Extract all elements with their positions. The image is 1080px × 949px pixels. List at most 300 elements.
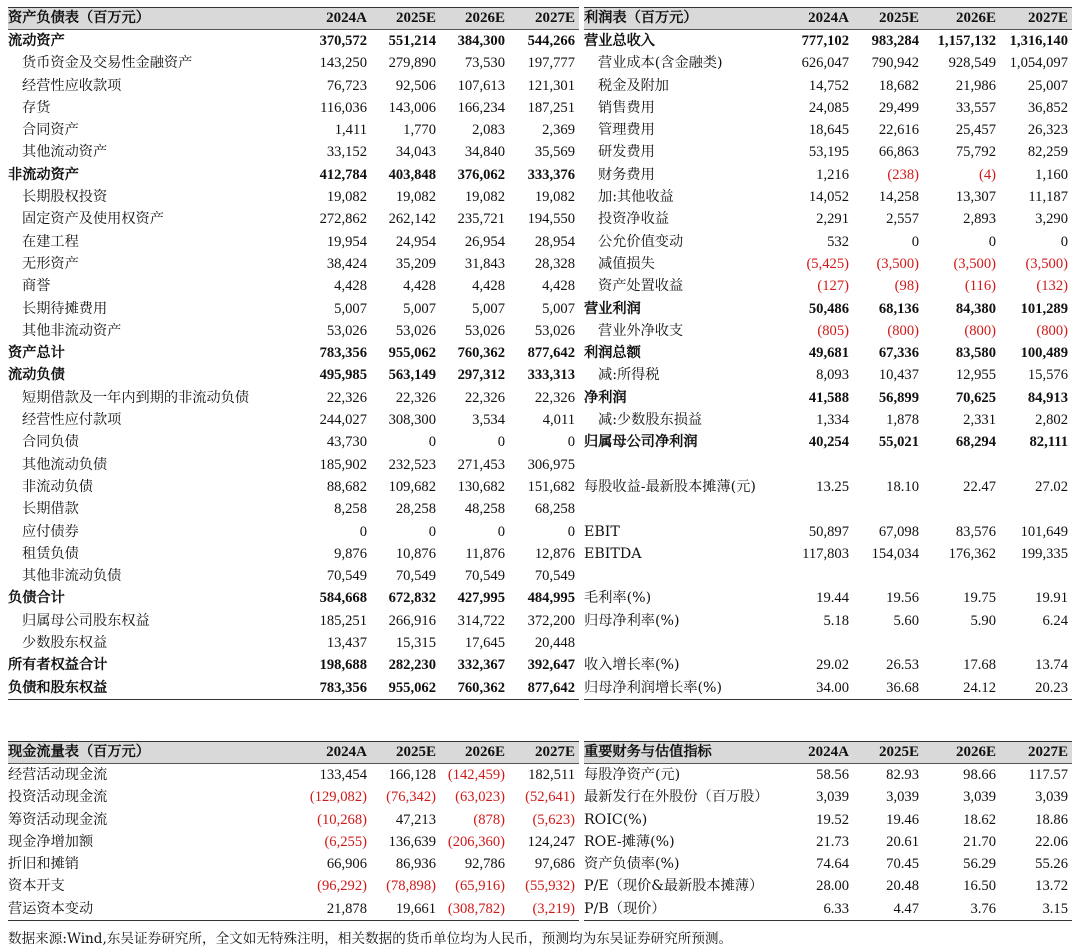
table-row <box>584 476 1072 498</box>
row-value: 47,213 <box>395 811 436 828</box>
row-value: 75,792 <box>955 144 996 161</box>
row-value: (52,641) <box>525 789 575 806</box>
table-row <box>584 898 1072 921</box>
table-row <box>584 364 1072 386</box>
row-label <box>584 498 789 520</box>
row-value: 1,054,097 <box>1009 55 1068 72</box>
row-value: 70.45 <box>886 856 919 873</box>
row-label: 其他非流动负债 <box>22 568 122 585</box>
row-value: 333,313 <box>527 367 575 384</box>
row-value: 0 <box>428 434 436 451</box>
row-value: 484,995 <box>527 590 575 607</box>
row-value: 5.90 <box>970 612 996 629</box>
row-label: 收入增长率(%) <box>584 657 680 674</box>
row-value: 0 <box>567 434 575 451</box>
table-row <box>584 654 1072 676</box>
row-value: 19,954 <box>326 233 367 250</box>
row-value: 84,380 <box>955 300 996 317</box>
table-row <box>584 875 1072 897</box>
row-label: 归母净利润增长率(%) <box>584 677 789 700</box>
row-value: 18,645 <box>808 122 849 139</box>
row-value: (3,219) <box>509 898 579 921</box>
row-label: 营业利润 <box>584 300 641 317</box>
row-value <box>853 498 923 520</box>
table-row <box>584 387 1072 409</box>
row-label <box>584 632 789 654</box>
row-value: 544,266 <box>527 33 575 49</box>
key-metrics-table <box>584 741 1072 921</box>
row-value: 1,316,140 <box>1009 33 1068 49</box>
row-value: (142,459) <box>447 767 505 783</box>
row-value: 40,254 <box>808 434 849 451</box>
table-row <box>584 587 1072 609</box>
row-label: 归属母公司净利润 <box>584 434 698 451</box>
key-metrics-panel <box>584 741 1072 921</box>
table-row <box>584 632 1072 654</box>
table-title: 重要财务与估值指标 <box>584 742 789 764</box>
table-row <box>8 298 579 320</box>
row-value: 235,721 <box>457 211 505 228</box>
table-row <box>584 764 1072 787</box>
row-value: 133,454 <box>319 767 367 783</box>
row-value: 4,428 <box>403 278 436 295</box>
row-value: 282,230 <box>388 657 436 674</box>
row-value: 21.73 <box>816 833 849 850</box>
row-value: 18.62 <box>963 811 996 828</box>
row-value: 67,098 <box>878 523 919 540</box>
table-row <box>8 275 579 297</box>
table-row <box>584 141 1072 163</box>
income-statement-table <box>584 7 1072 700</box>
table-row <box>8 30 579 53</box>
row-value: 12,955 <box>955 367 996 384</box>
row-value: 19,082 <box>395 189 436 206</box>
row-label: P/E（现价&最新股本摊薄） <box>584 878 764 895</box>
row-value: 35,209 <box>395 255 436 272</box>
row-value: (805) <box>817 322 849 339</box>
row-value: 22.06 <box>1035 833 1068 850</box>
row-value: 35,569 <box>534 144 575 161</box>
row-value: 370,572 <box>319 33 367 49</box>
row-value: 154,034 <box>871 545 919 562</box>
row-value: 101,289 <box>1020 300 1068 317</box>
row-value: 82,259 <box>1027 144 1068 161</box>
year-header: 2025E <box>371 8 440 30</box>
row-value: 53,195 <box>808 144 849 161</box>
row-value: 28.00 <box>816 878 849 895</box>
row-value: 34.00 <box>789 677 853 700</box>
row-label: EBIT <box>584 523 620 540</box>
row-value: 563,149 <box>388 367 436 384</box>
row-label: 投资净收益 <box>598 211 669 228</box>
row-value: (127) <box>817 278 849 295</box>
table-row <box>8 565 579 587</box>
row-label: P/B（现价） <box>584 898 789 921</box>
row-value: (238) <box>887 166 919 183</box>
row-value: 28,328 <box>534 255 575 272</box>
row-value <box>789 454 853 476</box>
row-value: 4,428 <box>542 278 575 295</box>
row-value: (65,916) <box>455 878 505 895</box>
table-row <box>8 521 579 543</box>
row-value: 22,326 <box>534 389 575 406</box>
row-label: 折旧和摊销 <box>8 856 79 873</box>
row-label: 加:其他收益 <box>598 189 674 206</box>
row-value: 124,247 <box>527 833 575 850</box>
row-value: 19,661 <box>371 898 440 921</box>
table-row <box>584 454 1072 476</box>
row-value <box>853 565 923 587</box>
row-value: 33,557 <box>955 99 996 116</box>
row-value: 24,085 <box>808 99 849 116</box>
row-value: 19.46 <box>886 811 919 828</box>
row-label: 少数股东权益 <box>22 635 108 652</box>
row-value: 955,062 <box>371 677 440 700</box>
row-value: 28,258 <box>395 501 436 518</box>
row-value: 19,082 <box>326 189 367 206</box>
row-value: 6.33 <box>789 898 853 921</box>
row-value: 66,906 <box>326 856 367 873</box>
row-value: 790,942 <box>871 55 919 72</box>
row-value: 22,326 <box>464 389 505 406</box>
row-label: 营业总收入 <box>584 33 655 49</box>
row-value: 232,523 <box>388 456 436 473</box>
row-label: 投资活动现金流 <box>8 789 108 806</box>
row-value: 24,954 <box>395 233 436 250</box>
row-value: 0 <box>911 233 919 250</box>
row-value: 333,376 <box>527 166 575 183</box>
row-value: 928,549 <box>948 55 996 72</box>
row-value: 19.52 <box>816 811 849 828</box>
row-value: 33,152 <box>326 144 367 161</box>
row-value: 427,995 <box>457 590 505 607</box>
row-value: 279,890 <box>388 55 436 72</box>
row-label: 利润总额 <box>584 345 641 362</box>
row-value: 22.47 <box>963 478 996 495</box>
income-statement-panel <box>584 7 1072 700</box>
row-value: 1,878 <box>886 412 919 429</box>
row-label: 减:少数股东损益 <box>598 412 703 429</box>
row-value: 50,486 <box>808 300 849 317</box>
row-label: 资本开支 <box>8 878 65 895</box>
row-value: 28,954 <box>534 233 575 250</box>
row-value: 68,136 <box>878 300 919 317</box>
row-value: 117,803 <box>802 545 849 562</box>
row-value: 70,625 <box>955 389 996 406</box>
year-header: 2025E <box>853 8 923 30</box>
table-row <box>8 342 579 364</box>
row-label: 资产处置收益 <box>598 278 684 295</box>
year-header: 2024A <box>789 8 853 30</box>
row-value: 2,557 <box>886 211 919 228</box>
row-value <box>1000 565 1072 587</box>
row-value: 185,902 <box>319 456 367 473</box>
row-value: 0 <box>497 523 505 540</box>
row-label: 经营活动现金流 <box>8 767 108 783</box>
table-header-row <box>584 8 1072 30</box>
table-row <box>8 677 579 700</box>
row-value: 50,897 <box>808 523 849 540</box>
row-value: 3.15 <box>1000 898 1072 921</box>
table-row <box>584 119 1072 141</box>
row-label: 流动资产 <box>8 33 65 49</box>
row-value: 3,290 <box>1035 211 1068 228</box>
row-value: 13.25 <box>816 478 849 495</box>
table-title: 现金流量表（百万元） <box>8 742 305 764</box>
table-row <box>584 431 1072 453</box>
row-value: 5,007 <box>542 300 575 317</box>
row-label <box>584 454 789 476</box>
row-value: 41,588 <box>808 389 849 406</box>
row-value: 3,039 <box>963 789 996 806</box>
row-value: 194,550 <box>527 211 575 228</box>
row-label: 经营性应付款项 <box>22 412 122 429</box>
year-header: 2026E <box>923 742 1000 764</box>
row-label: 研发费用 <box>598 144 655 161</box>
row-value: 5.60 <box>893 612 919 629</box>
row-value: 198,688 <box>319 657 367 674</box>
table-row <box>584 253 1072 275</box>
row-value: 14,258 <box>878 189 919 206</box>
row-value: 27.02 <box>1035 478 1068 495</box>
row-value: 53,026 <box>395 322 436 339</box>
year-header: 2024A <box>305 742 371 764</box>
row-value: 107,613 <box>457 77 505 94</box>
table-row <box>584 298 1072 320</box>
row-value: 551,214 <box>388 33 436 49</box>
row-value: (800) <box>1036 322 1068 339</box>
row-value: 3,039 <box>816 789 849 806</box>
row-value: (10,268) <box>317 811 367 828</box>
row-value: 392,647 <box>527 657 575 674</box>
year-header: 2026E <box>440 8 509 30</box>
table-row <box>584 164 1072 186</box>
row-label: 其他流动负债 <box>22 456 108 473</box>
row-value: 19.56 <box>886 590 919 607</box>
table-row <box>584 186 1072 208</box>
row-label: ROIC(%) <box>584 811 648 828</box>
row-value: 66,863 <box>878 144 919 161</box>
row-label: 公允价值变动 <box>598 233 684 250</box>
row-label: 资产负债率(%) <box>584 856 680 873</box>
row-value: 34,043 <box>395 144 436 161</box>
row-label: 负债合计 <box>8 590 65 607</box>
row-value: 36,852 <box>1027 99 1068 116</box>
row-value: 1,770 <box>403 122 436 139</box>
row-label: 流动负债 <box>8 367 65 384</box>
table-row <box>8 632 579 654</box>
row-label: 营运资本变动 <box>8 898 305 921</box>
row-value: 70,549 <box>534 568 575 585</box>
row-value: 760,362 <box>440 677 509 700</box>
row-label: 营业成本(含金融类) <box>598 55 723 72</box>
row-label: 归母净利率(%) <box>584 612 680 629</box>
row-value: 53,026 <box>464 322 505 339</box>
row-value: 68,258 <box>534 501 575 518</box>
row-value: 495,985 <box>319 367 367 384</box>
row-value: (308,782) <box>440 898 509 921</box>
table-row <box>584 853 1072 875</box>
row-label: 长期待摊费用 <box>22 300 108 317</box>
table-row <box>8 809 579 831</box>
row-value: (76,342) <box>386 789 436 806</box>
row-value: 76,723 <box>326 77 367 94</box>
row-label: 筹资活动现金流 <box>8 811 108 828</box>
row-label: 货币资金及交易性金融资产 <box>22 55 193 72</box>
row-value: 101,649 <box>1020 523 1068 540</box>
row-value: 29.02 <box>816 657 849 674</box>
row-value: (5,623) <box>532 811 575 828</box>
row-value: 83,580 <box>955 345 996 362</box>
row-value: (878) <box>473 811 505 828</box>
table-row <box>584 521 1072 543</box>
row-value: 68,294 <box>955 434 996 451</box>
row-label: 销售费用 <box>598 99 655 116</box>
balance-sheet-table <box>8 7 579 700</box>
row-value: 332,367 <box>457 657 505 674</box>
row-value: 86,936 <box>395 856 436 873</box>
row-value: 372,200 <box>527 612 575 629</box>
row-value: 88,682 <box>326 478 367 495</box>
table-row <box>8 387 579 409</box>
row-value: 21.70 <box>963 833 996 850</box>
row-value: 271,453 <box>457 456 505 473</box>
table-row <box>584 565 1072 587</box>
row-value: 266,916 <box>388 612 436 629</box>
row-value: 26,954 <box>464 233 505 250</box>
row-value: 11,876 <box>465 545 505 562</box>
row-label: 合同资产 <box>22 122 79 139</box>
cash-flow-panel <box>8 741 579 921</box>
year-header: 2027E <box>1000 8 1072 30</box>
row-value: 308,300 <box>388 412 436 429</box>
row-value: 5,007 <box>334 300 367 317</box>
row-label: 租赁负债 <box>22 545 79 562</box>
row-value: 36.68 <box>853 677 923 700</box>
row-value: 403,848 <box>388 166 436 183</box>
row-value: 760,362 <box>457 345 505 362</box>
row-value: 19.91 <box>1035 590 1068 607</box>
row-value: (78,898) <box>386 878 436 895</box>
table-row <box>584 75 1072 97</box>
row-value: 56,899 <box>878 389 919 406</box>
row-label: EBITDA <box>584 545 642 562</box>
row-value: 14,752 <box>808 77 849 94</box>
row-value <box>1000 454 1072 476</box>
row-label: 每股收益-最新股本摊薄(元) <box>584 478 756 495</box>
row-value: 92,506 <box>395 77 436 94</box>
row-value: 306,975 <box>527 456 575 473</box>
row-value: 26.53 <box>886 657 919 674</box>
row-value: 262,142 <box>388 211 436 228</box>
table-row <box>584 409 1072 431</box>
table-row <box>584 320 1072 342</box>
row-label: 税金及附加 <box>598 77 669 94</box>
row-value: 82,111 <box>1029 434 1068 451</box>
row-value: 4.47 <box>853 898 923 921</box>
row-label: 资产总计 <box>8 345 65 362</box>
table-row <box>8 498 579 520</box>
table-row <box>8 141 579 163</box>
year-header: 2026E <box>440 742 509 764</box>
table-row <box>8 75 579 97</box>
row-value: 67,336 <box>878 345 919 362</box>
row-label: 所有者权益合计 <box>8 657 108 674</box>
table-row <box>8 898 579 921</box>
table-header-row <box>8 742 579 764</box>
table-row <box>584 97 1072 119</box>
row-value: 92,786 <box>464 856 505 873</box>
row-value: 43,730 <box>326 434 367 451</box>
row-value: 22,326 <box>326 389 367 406</box>
table-row <box>8 853 579 875</box>
row-label: 非流动负债 <box>22 478 93 495</box>
row-value <box>923 565 1000 587</box>
row-value: 176,362 <box>948 545 996 562</box>
table-row <box>8 164 579 186</box>
table-row <box>8 654 579 676</box>
row-value: 0 <box>988 233 996 250</box>
row-value: 4,428 <box>334 278 367 295</box>
row-value: 199,335 <box>1020 545 1068 562</box>
row-value: 2,369 <box>542 122 575 139</box>
row-value: 1,157,132 <box>937 33 996 49</box>
row-label: 在建工程 <box>22 233 79 250</box>
row-value: 19,082 <box>534 189 575 206</box>
row-label: 现金净增加额 <box>8 833 94 850</box>
row-label: 毛利率(%) <box>584 590 652 607</box>
row-value: 34,840 <box>464 144 505 161</box>
row-label <box>584 565 789 587</box>
row-value: 84,913 <box>1027 389 1068 406</box>
row-value: (3,500) <box>1025 255 1068 272</box>
row-value: 55,021 <box>878 434 919 451</box>
row-value <box>1000 632 1072 654</box>
table-row <box>584 498 1072 520</box>
table-row <box>584 677 1072 700</box>
row-value: 70,549 <box>395 568 436 585</box>
row-label: 存货 <box>22 99 51 116</box>
row-value: 56.29 <box>963 856 996 873</box>
row-value: 10,437 <box>878 367 919 384</box>
row-value: 314,722 <box>457 612 505 629</box>
row-value: 297,312 <box>457 367 505 384</box>
row-value: (800) <box>887 322 919 339</box>
row-value: (98) <box>894 278 919 295</box>
row-value: 58.56 <box>816 767 849 783</box>
row-value: 17,645 <box>464 635 505 652</box>
row-label: 减:所得税 <box>598 367 660 384</box>
row-value: (55,932) <box>525 878 575 895</box>
table-row <box>8 476 579 498</box>
row-value: 130,682 <box>457 478 505 495</box>
table-row <box>8 186 579 208</box>
table-row <box>584 30 1072 53</box>
table-row <box>584 543 1072 565</box>
row-value: 17.68 <box>963 657 996 674</box>
row-value: (63,023) <box>455 789 505 806</box>
row-value: (129,082) <box>309 789 367 806</box>
row-value: 29,499 <box>878 99 919 116</box>
row-value: 16.50 <box>963 878 996 895</box>
table-row <box>8 253 579 275</box>
row-value: (132) <box>1036 278 1068 295</box>
table-row <box>584 231 1072 253</box>
row-value: 2,331 <box>963 412 996 429</box>
table-row <box>8 97 579 119</box>
row-value: 20.23 <box>1000 677 1072 700</box>
row-value: 166,234 <box>457 99 505 116</box>
